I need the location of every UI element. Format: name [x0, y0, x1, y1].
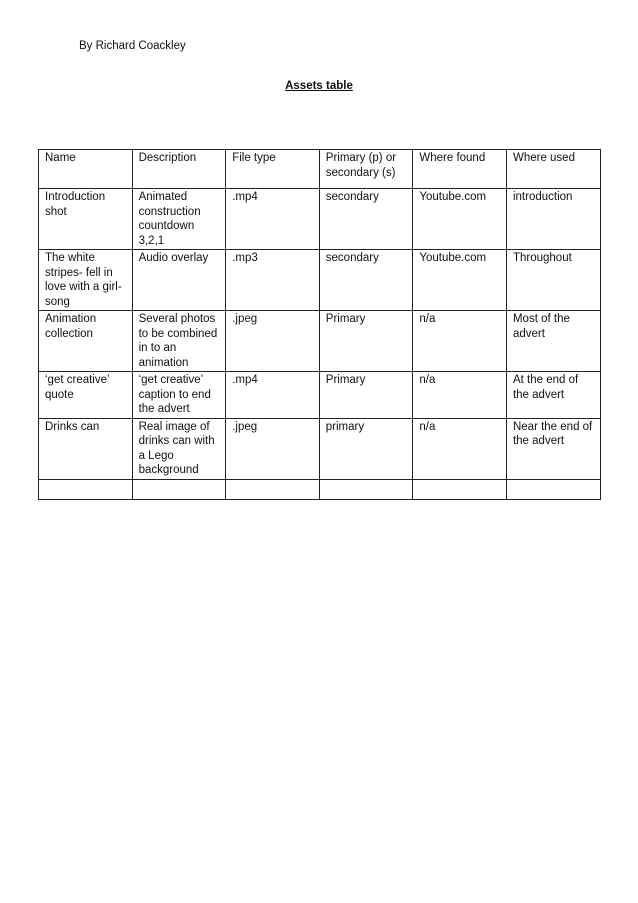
- table-cell: Several photos to be combined in to an animation: [132, 311, 226, 372]
- table-cell: Primary: [319, 372, 413, 419]
- table-cell: ‘get creative’ caption to end the advert: [132, 372, 226, 419]
- table-cell: .mp3: [226, 250, 320, 311]
- table-cell: .mp4: [226, 189, 320, 250]
- assets-table: [38, 149, 601, 500]
- table-cell: The white stripes- fell in love with a girl- song: [39, 250, 133, 311]
- table-row: [39, 418, 601, 479]
- table-cell: At the end of the advert: [506, 372, 600, 419]
- header-cell-where-found: Where found: [413, 150, 507, 189]
- page-title: Assets table: [285, 80, 353, 92]
- table-cell: [39, 479, 133, 499]
- table-cell: Real image of drinks can with a Lego background: [132, 418, 226, 479]
- table-row: [39, 311, 601, 372]
- table-cell: Throughout: [506, 250, 600, 311]
- header-cell-name: Name: [39, 150, 133, 189]
- table-cell: introduction: [506, 189, 600, 250]
- header-cell-primary-secondary: Primary (p) or secondary (s): [319, 150, 413, 189]
- table-cell: [132, 479, 226, 499]
- table-cell: Drinks can: [39, 418, 133, 479]
- table-cell: secondary: [319, 189, 413, 250]
- table-cell: Introduction shot: [39, 189, 133, 250]
- table-cell: Youtube.com: [413, 250, 507, 311]
- table-cell: secondary: [319, 250, 413, 311]
- table-cell: .jpeg: [226, 311, 320, 372]
- table-cell: n/a: [413, 311, 507, 372]
- table-cell: ‘get creative’ quote: [39, 372, 133, 419]
- table-cell: Animated construction countdown 3,2,1: [132, 189, 226, 250]
- header-cell-file-type: File type: [226, 150, 320, 189]
- table-cell: Primary: [319, 311, 413, 372]
- table-cell: .jpeg: [226, 418, 320, 479]
- table-row-empty: [39, 479, 601, 499]
- table-cell: .mp4: [226, 372, 320, 419]
- table-header-row: [39, 150, 601, 189]
- table-row: [39, 189, 601, 250]
- author-line: By Richard Coackley: [79, 40, 186, 52]
- table-cell: n/a: [413, 372, 507, 419]
- table-cell: [506, 479, 600, 499]
- table-cell: Most of the advert: [506, 311, 600, 372]
- header-cell-description: Description: [132, 150, 226, 189]
- table-cell: primary: [319, 418, 413, 479]
- table-row: [39, 250, 601, 311]
- table-cell: [413, 479, 507, 499]
- table-cell: [319, 479, 413, 499]
- table-cell: Audio overlay: [132, 250, 226, 311]
- header-cell-where-used: Where used: [506, 150, 600, 189]
- table-cell: Near the end of the advert: [506, 418, 600, 479]
- table-cell: Animation collection: [39, 311, 133, 372]
- table-cell: [226, 479, 320, 499]
- table-row: [39, 372, 601, 419]
- table-cell: n/a: [413, 418, 507, 479]
- table-cell: Youtube.com: [413, 189, 507, 250]
